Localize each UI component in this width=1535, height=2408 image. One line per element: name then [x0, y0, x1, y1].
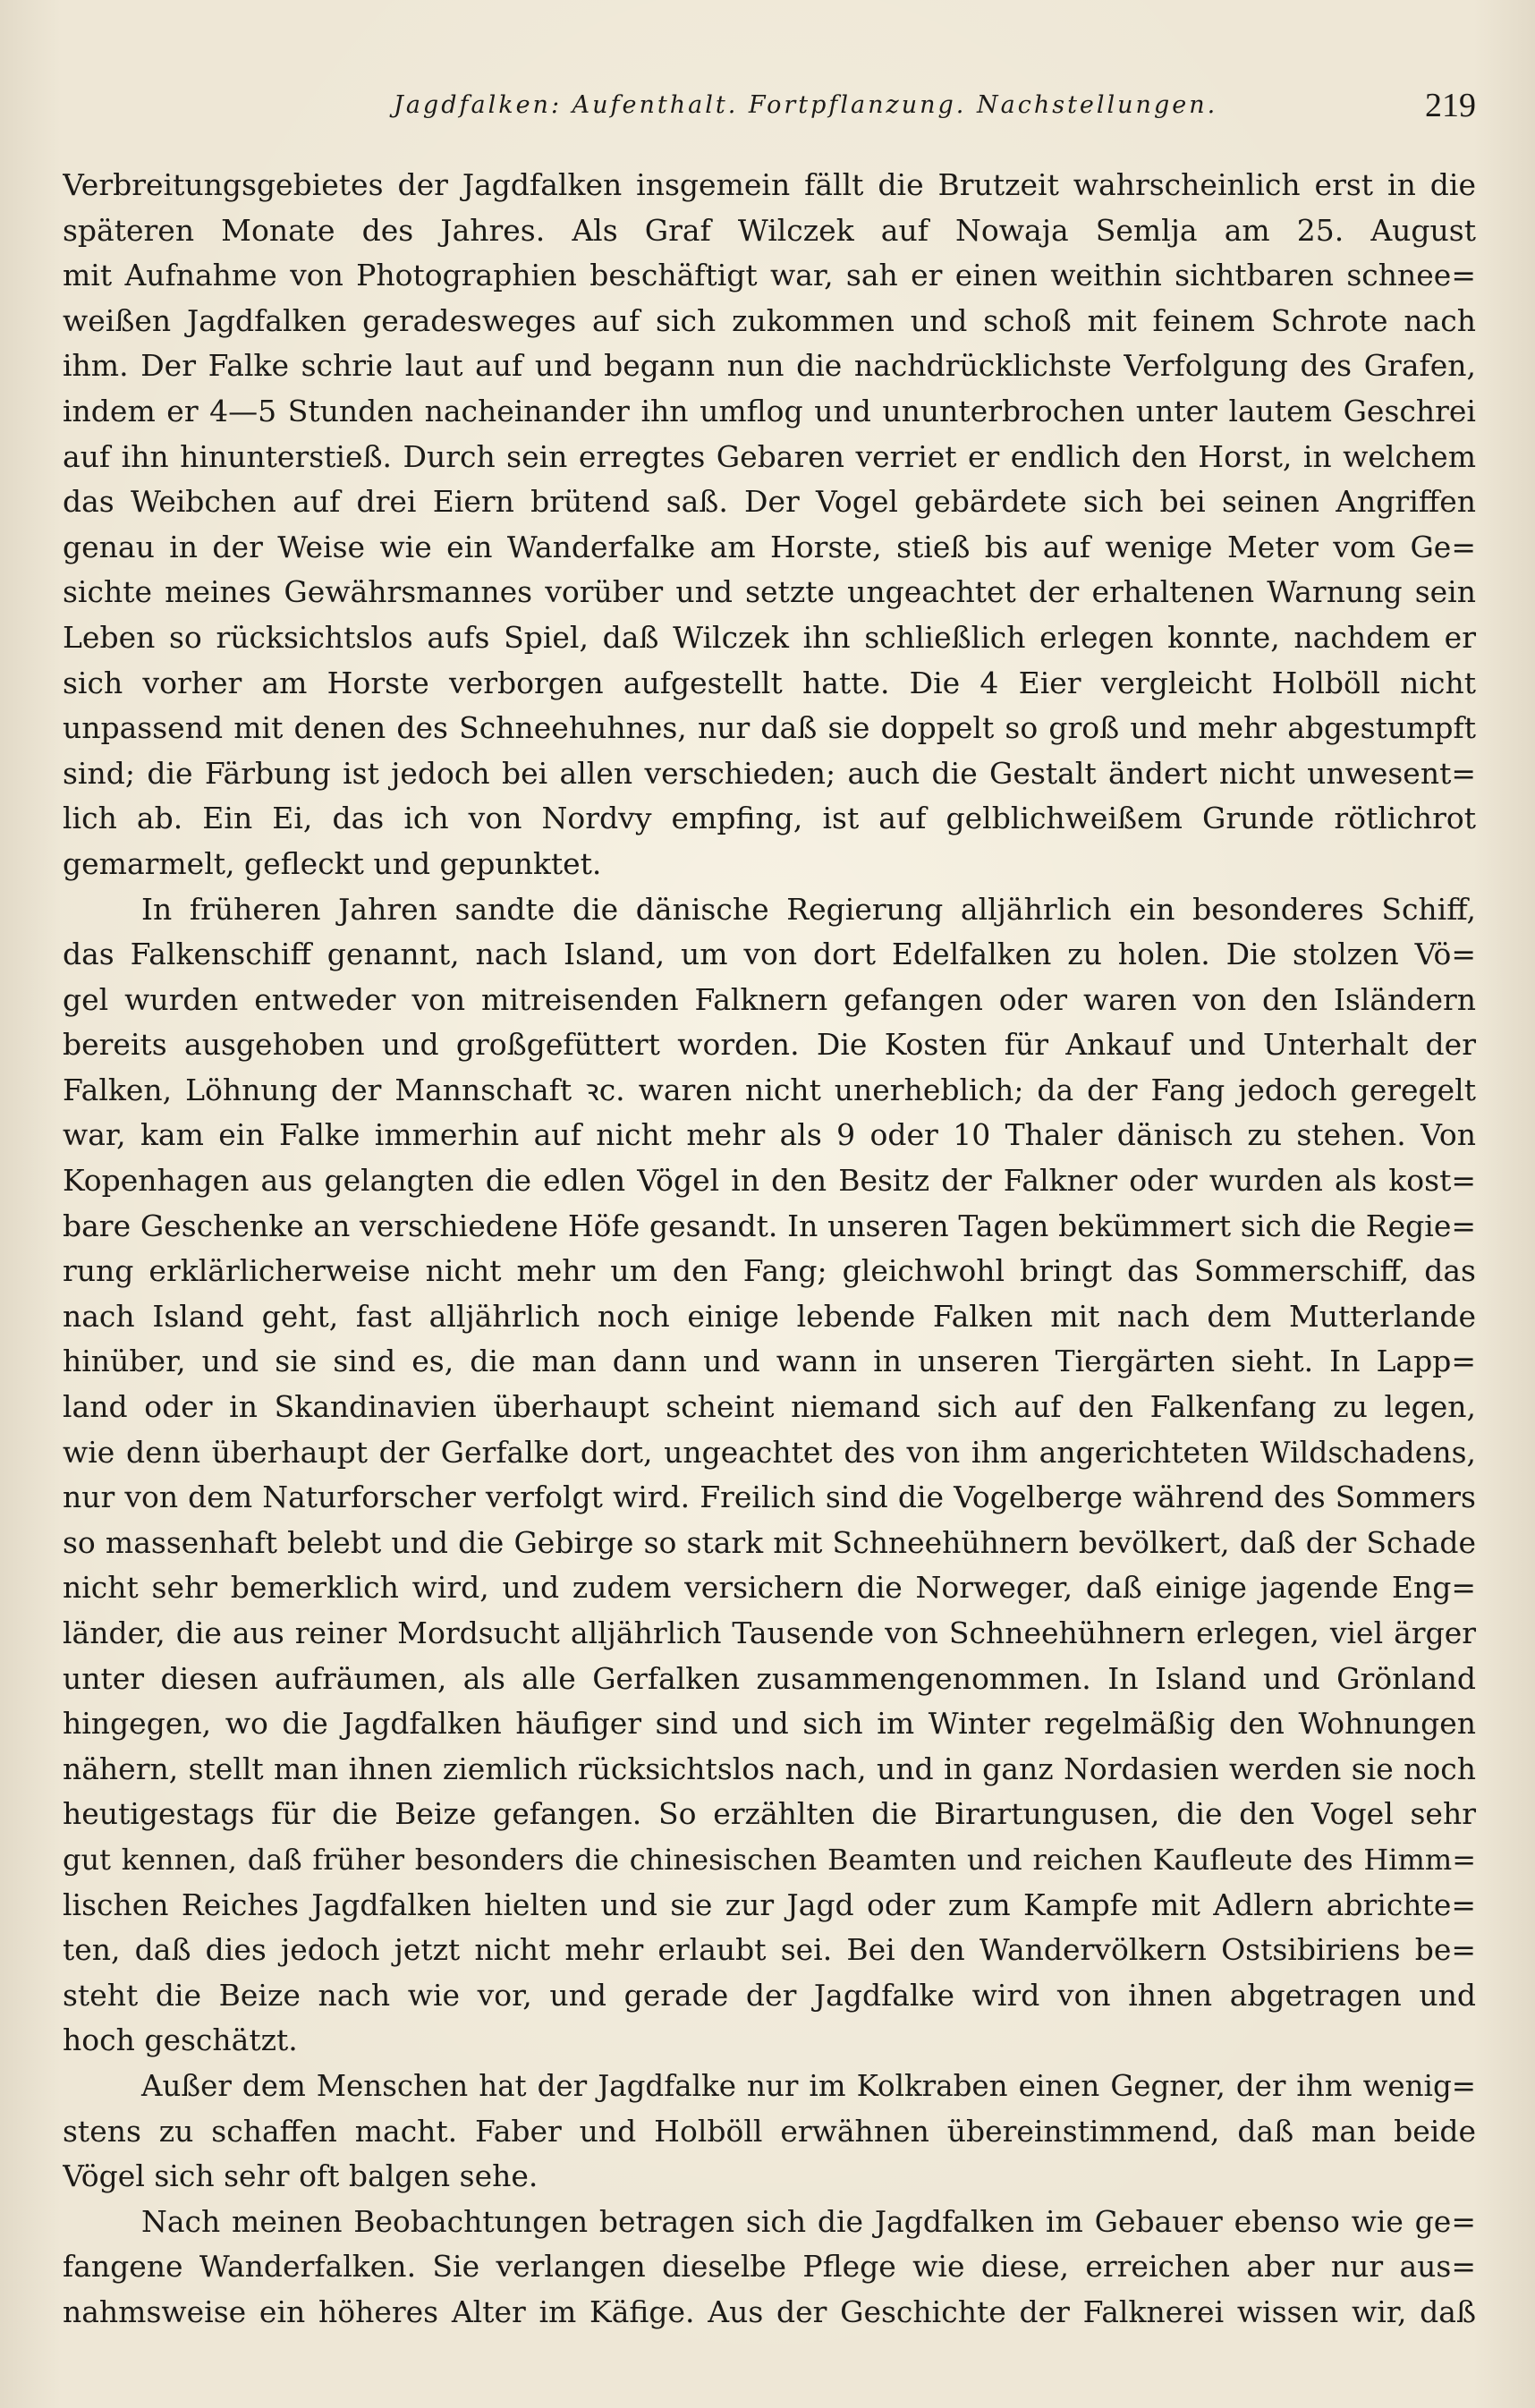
text-line: gut kennen, daß früher besonders die chinesischen Beamten und reichen Kaufleute des Himm=	[63, 1842, 1476, 1877]
text-line: nahmsweise ein höheres Alter im Käfige. Aus der Geschichte der Falknerei wissen wir, daß	[63, 2294, 1476, 2329]
text-line: das Falkenschiff genannt, nach Island, um von dort Edelfalken zu holen. Die stolzen Vö=	[63, 937, 1476, 972]
text-line: das Weibchen auf drei Eiern brütend saß. Der Vogel gebärdete sich bei seinen Angriffen	[63, 484, 1476, 520]
text-line: rung erklärlicherweise nicht mehr um den Fang; gleichwohl bringt das Sommerschiff, das	[63, 1253, 1476, 1289]
text-line: mit Aufnahme von Photographien beschäftigt war, sah er einen weithin sichtbaren schnee=	[63, 258, 1476, 293]
text-line: wie denn überhaupt der Gerfalke dort, ungeachtet des von ihm angerichteten Wildschadens,	[63, 1434, 1476, 1470]
text-line: sichte meines Gewährsmannes vorüber und setzte ungeachtet der erhaltenen Warnung sein	[63, 574, 1476, 610]
text-line: länder, die aus reiner Mordsucht alljährlich Tausende von Schneehühnern erlegen, viel ärger	[63, 1615, 1476, 1650]
text-line: nicht sehr bemerklich wird, und zudem versichern die Norweger, daß einige jagende Eng=	[63, 1570, 1476, 1606]
text-line: hinüber, und sie sind es, die man dann und wann in unseren Tiergärten sieht. In Lapp=	[63, 1344, 1476, 1379]
text-line: Außer dem Menschen hat der Jagdfalke nur im Kolkraben einen Gegner, der ihm wenig=	[141, 2068, 1476, 2103]
text-line: weißen Jagdfalken geradesweges auf sich zukommen und schoß mit feinem Schrote nach	[63, 302, 1476, 338]
text-line: nach Island geht, fast alljährlich noch einige lebende Falken mit nach dem Mutterlande	[63, 1298, 1476, 1334]
book-page	[63, 0, 1476, 2408]
text-line: Vögel sich sehr oft balgen sehe.	[63, 2158, 539, 2194]
text-line: Verbreitungsgebietes der Jagdfalken insgemein fällt die Brutzeit wahrscheinlich erst in die	[63, 167, 1476, 202]
text-line: unter diesen aufräumen, als alle Gerfalken zusammengenommen. In Island und Grönland	[63, 1660, 1476, 1696]
text-line: Leben so rücksichtslos aufs Spiel, daß Wilczek ihn schließlich erlegen konnte, nachdem er	[63, 619, 1476, 655]
body-text	[63, 163, 1476, 2336]
text-line: heutigestags für die Beize gefangen. So erzählten die Birartungusen, die den Vogel sehr	[63, 1796, 1476, 1832]
text-line: lischen Reiches Jagdfalken hielten und sie zur Jagd oder zum Kampfe mit Adlern abrichte=	[63, 1887, 1476, 1922]
text-line: so massenhaft belebt und die Gebirge so stark mit Schneehühnern bevölkert, daß der Schade	[63, 1524, 1476, 1560]
text-line: hoch geschätzt.	[63, 2022, 298, 2058]
text-line: sich vorher am Horste verborgen aufgestellt hatte. Die 4 Eier vergleicht Holböll nicht	[63, 665, 1476, 700]
text-line: indem er 4—5 Stunden nacheinander ihn umflog und ununterbrochen unter lautem Geschrei	[63, 393, 1476, 428]
text-line: lich ab. Ein Ei, das ich von Nordvy empfing, ist auf gelblichweißem Grunde rötlichrot	[63, 801, 1476, 836]
text-line: bereits ausgehoben und großgefüttert worden. Die Kosten für Ankauf und Unterhalt der	[63, 1027, 1476, 1063]
text-line: nur von dem Naturforscher verfolgt wird. Freilich sind die Vogelberge während des Sommers	[63, 1480, 1476, 1515]
text-line: gel wurden entweder von mitreisenden Falknern gefangen oder waren von den Isländern	[63, 981, 1476, 1017]
running-title: Jagdfalken: Aufenthalt. Fortpflanzung. Nachstellungen.	[394, 91, 1218, 119]
text-line: unpassend mit denen des Schneehuhnes, nur daß sie doppelt so groß und mehr abgestumpft	[63, 710, 1476, 746]
text-line: war, kam ein Falke immerhin auf nicht mehr als 9 oder 10 Thaler dänisch zu stehen. Von	[63, 1117, 1476, 1153]
text-line: auf ihn hinunterstieß. Durch sein erregtes Gebaren verriet er endlich den Horst, in welchem	[63, 438, 1476, 474]
text-line: Kopenhagen aus gelangten die edlen Vögel in den Besitz der Falkner oder wurden als kost=	[63, 1163, 1476, 1199]
text-line: Nach meinen Beobachtungen betragen sich die Jagdfalken im Gebauer ebenso wie ge=	[141, 2203, 1476, 2239]
text-line: Falken, Löhnung der Mannschaft ꝛc. waren nicht unerheblich; da der Fang jedoch geregelt	[63, 1072, 1476, 1107]
text-line: steht die Beize nach wie vor, und gerade der Jagdfalke wird von ihnen abgetragen und	[63, 1977, 1476, 2013]
text-line: ten, daß dies jedoch jetzt nicht mehr erlaubt sei. Bei den Wandervölkern Ostsibiriens be=	[63, 1932, 1476, 1968]
text-line: gemarmelt, gefleckt und gepunktet.	[63, 845, 602, 881]
text-line: land oder in Skandinavien überhaupt scheint niemand sich auf den Falkenfang zu legen,	[63, 1389, 1476, 1425]
text-line: bare Geschenke an verschiedene Höfe gesandt. In unseren Tagen bekümmert sich die Regie=	[63, 1208, 1476, 1243]
text-line: hingegen, wo die Jagdfalken häufiger sind und sich im Winter regelmäßig den Wohnungen	[63, 1706, 1476, 1742]
text-line: sind; die Färbung ist jedoch bei allen verschieden; auch die Gestalt ändert nicht unwesent=	[63, 755, 1476, 791]
page-number: 219	[1425, 87, 1476, 124]
text-line: genau in der Weise wie ein Wanderfalke am Horste, stieß bis auf wenige Meter vom Ge=	[63, 529, 1476, 564]
text-line: ihm. Der Falke schrie laut auf und begann nun die nachdrücklichste Verfolgung des Grafen,	[63, 348, 1476, 384]
text-line: fangene Wanderfalken. Sie verlangen dieselbe Pflege wie diese, erreichen aber nur aus=	[63, 2249, 1476, 2285]
text-line: nähern, stellt man ihnen ziemlich rücksichtslos nach, und in ganz Nordasien werden sie noch	[63, 1751, 1476, 1786]
text-line: späteren Monate des Jahres. Als Graf Wilczek auf Nowaja Semlja am 25. August	[63, 212, 1476, 248]
running-head	[63, 87, 1476, 136]
text-line: stens zu schaffen macht. Faber und Holböll erwähnen übereinstimmend, daß man beide	[63, 2113, 1476, 2149]
text-line: In früheren Jahren sandte die dänische Regierung alljährlich ein besonderes Schiff,	[141, 891, 1476, 927]
